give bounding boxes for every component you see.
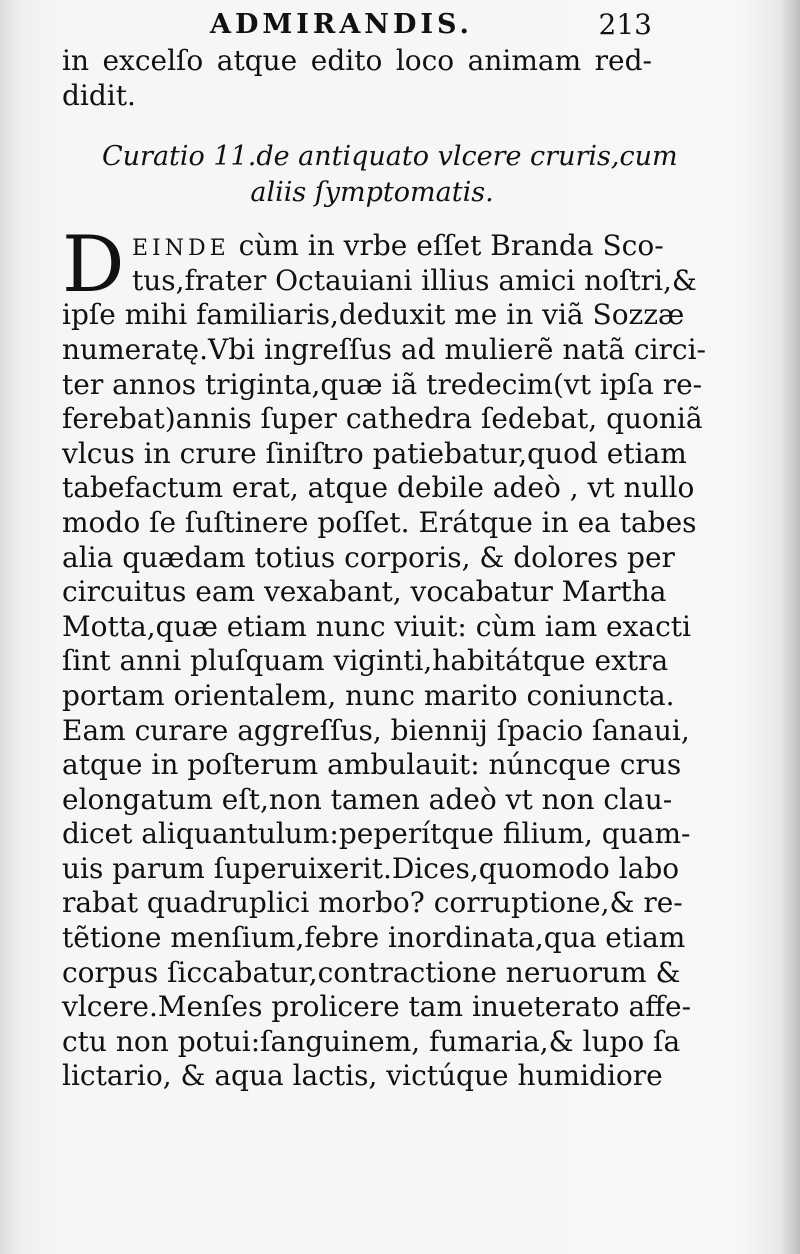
drop-cap: D: [62, 220, 125, 311]
text-line: elongatum eſt,non tamen adeò vt non clau-: [62, 782, 673, 816]
text-line: Motta,quæ etiam nunc viuit: cùm iam exacti: [62, 609, 691, 643]
text-line: lictario, & aqua lactis, victúque humidiore: [62, 1059, 663, 1093]
section-heading: [62, 139, 678, 211]
text-line: vlcus in crure ſiniſtro patiebatur,quod etiam: [62, 436, 687, 470]
text-line: tẽtione menſium,febre inordinata,qua etiam: [62, 921, 686, 955]
paragraph: [62, 220, 707, 1094]
line-text: cùm in vrbe eſſet Branda Sco-: [238, 229, 664, 263]
page-number: 213: [598, 8, 652, 41]
text-line: corpus ſiccabatur,contractione neruorum &: [62, 955, 681, 989]
text-line: rabat quadruplici morbo? corruptione,& re-: [62, 886, 683, 920]
text-line: didit.: [62, 78, 136, 112]
text-line: tabefactum erat, atque debile adeò , vt nullo: [62, 471, 695, 505]
text-line: vlcere.Menſes prolicere tam inueterato affe-: [62, 990, 692, 1024]
first-word: EINDE: [132, 236, 230, 262]
text-line: ter annos triginta,quæ iã tredecim(vt ipſa re-: [62, 367, 703, 401]
text-line: Eam curare aggreſſus, biennij ſpacio ſanaui,: [62, 713, 690, 747]
heading-line: Curatio 11.de antiquato vlcere cruris,cum: [102, 141, 678, 173]
text-line: [62, 229, 664, 264]
text-line: atque in poſterum ambulauit: núncque crus: [62, 748, 682, 782]
page-body: [62, 44, 707, 1094]
text-line: portam orientalem, nunc marito coniuncta.: [62, 678, 675, 712]
text-line: circuitus eam vexabant, vocabatur Martha: [62, 575, 667, 609]
text-line: ctu non potui:ſanguinem, fumaria,& lupo ſa: [62, 1024, 681, 1058]
text-line: modo ſe ſuſtinere poſſet. Erátque in ea tabes: [62, 505, 697, 539]
heading-line: aliis ſymptomatis.: [250, 177, 494, 209]
text-line: alia quædam totius corporis, & dolores per: [62, 540, 675, 574]
running-head: ADMIRANDIS.: [210, 9, 473, 40]
text-line: in excelſo atque edito loco animam red-: [62, 44, 652, 77]
text-line: ſint anni pluſquam viginti,habitátque extra: [62, 644, 669, 678]
text-line: uis parum ſuperuixerit.Dices,quomodo labo: [62, 851, 680, 885]
text-line: dicet aliquantulum:peperítque filium, quam-: [62, 817, 691, 851]
text-line: ferebat)annis ſuper cathedra ſedebat, quoniã: [62, 402, 703, 436]
page-header: [62, 8, 652, 42]
text-line: ipſe mihi familiaris,deduxit me in viã Sozzæ: [62, 298, 685, 332]
text-line: tus,frater Octauiani illius amici noſtri,&: [132, 263, 697, 297]
text-line: numeratę.Vbi ingreſſus ad mulierẽ natã circi-: [62, 332, 707, 366]
